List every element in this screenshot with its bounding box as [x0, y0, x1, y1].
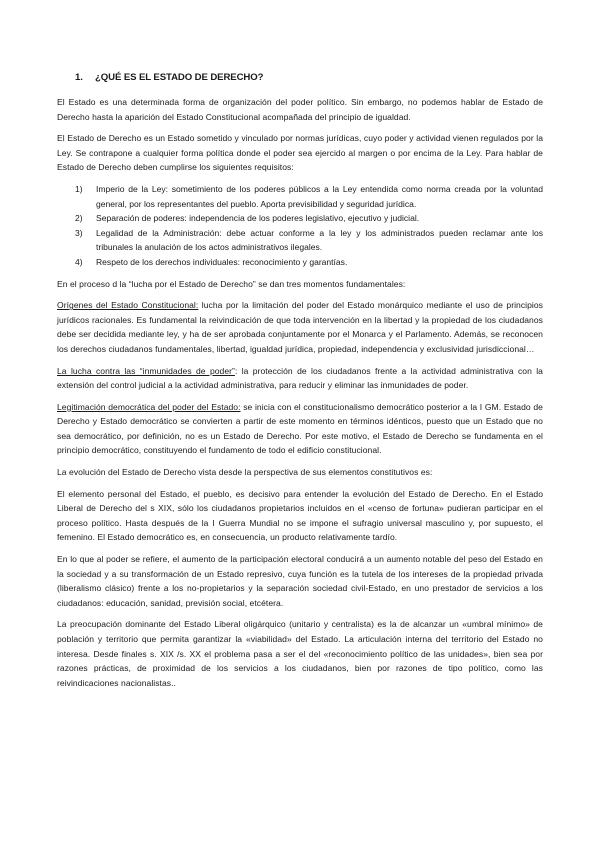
- list-item-number: 2): [75, 213, 83, 224]
- paragraph-process: En el proceso d la “lucha por el Estado de Derecho” se dan tres momentos fundamentales:: [57, 278, 406, 289]
- section-heading: [75, 72, 543, 83]
- list-item-text: Imperio de la Ley: sometimiento de los poderes públicos a la Ley entendida como norma creada por la voluntad general, por los representantes del pueblo. Aporta previsibilidad y seguridad jurídica.: [96, 183, 543, 209]
- immunities-body: : la protección de los ciudadanos frente a la actividad administrativa con la extensión del control judicial a la actividad administrativa, para reducir y eliminar las inmunidades de poder.: [57, 365, 543, 391]
- paragraph-people: El elemento personal del Estado, el pueblo, es decisivo para entender la evolución del Estado de Derecho. En el Estado Liberal de Derecho del s XIX, sólo los ciudadanos propietarios incluidos en el «censo de fortuna» pudieran participar en el proceso político. Hasta después de la I Guerra Mundial no se impone el sufragio universal masculino y, por supuesto, el femenino. El Estado democrático es, en consecuencia, un producto relativamente tardío.: [57, 488, 543, 543]
- legitimation-lead: Legitimación democrática del poder del Estado:: [57, 401, 241, 412]
- section-title: ¿QUÉ ES EL ESTADO DE DERECHO?: [95, 72, 264, 83]
- immunities-lead: La lucha contra las “inmunidades de poder”: [57, 365, 235, 376]
- paragraph-evolution: La evolución del Estado de Derecho vista desde la perspectiva de sus elementos constitutivos es:: [57, 467, 433, 478]
- paragraph-origins: [57, 298, 543, 356]
- list-item: [75, 211, 543, 226]
- section-number: 1.: [75, 72, 83, 83]
- origins-lead: Orígenes del Estado Constitucional:: [57, 300, 199, 311]
- list-item-number: 4): [75, 256, 83, 267]
- list-item: [75, 226, 543, 255]
- list-item: [75, 182, 543, 211]
- list-item-text: Respeto de los derechos individuales: reconocimiento y garantías.: [96, 256, 348, 267]
- paragraph-immunities: [57, 364, 543, 393]
- legitimation-body: se inicia con el constitucionalismo democrático posterior a la I GM. Estado de Derecho y Estado democrático se convierten a partir de este momento en términos idénticos, puesto que un Estado que no sea democrático, por definición, no es un Estado de Derecho. Por este motivo, el Estado de Derecho se fundamenta en el principio democrático, constituyendo el fundamento de todo el edificio constitucional.: [57, 401, 543, 456]
- list-item-number: 3): [75, 227, 83, 238]
- paragraph-intro: El Estado es una determinada forma de organización del poder político. Sin embargo, no podemos hablar de Estado de Derecho hasta la aparición del Estado Constitucional acompañada del principio de igualdad.: [57, 97, 543, 122]
- list-item-number: 1): [75, 183, 83, 194]
- requirements-list: [57, 182, 543, 270]
- origins-body: lucha por la limitación del poder del Estado monárquico mediante el uso de principios jurídicos racionales. Es fundamental la reivindicación de que toda intervención en la libertad y la propiedad de los ciudadanos debe ser decidida mediante ley, y ha de ser aprobada conjuntamente por el Monarca y el Parlamento. Además, se reconocen los derechos ciudadanos fundamentales, libertad, igualdad jurídica, propiedad, independencia y exclusividad jurisdiccional…: [57, 300, 543, 354]
- list-item-text: Separación de poderes: independencia de los poderes legislativo, ejecutivo y judicial.: [96, 213, 420, 224]
- paragraph-power: En lo que al poder se refiere, el aumento de la participación electoral conducirá a un aumento notable del peso del Estado en la sociedad y a su transformación de un Estado represivo, cuya función es la tutela de los intereses de la propiedad privada (liberalismo clásico) frente a los no-propietarios y la separación sociedad civil-Estado, en uno prestador de servicios a los ciudadanos: educación, sanidad, previsión social, etcétera.: [57, 554, 543, 608]
- list-item-text: Legalidad de la Administración: debe actuar conforme a la ley y los administrados pueden reclamar ante los tribunales la anulación de los actos administrativos ilegales.: [96, 227, 543, 253]
- paragraph-territory: La preocupación dominante del Estado Liberal oligárquico (unitario y centralista) es la de alcanzar un «umbral mínimo» de población y territorio que permita garantizar la «viabilidad» del Estado. La articulación interna del territorio del Estado no interesa. Desde finales s. XIX /s. XX el problema pasa a ser el del «reconocimiento político de las unidades», bien sea por razones prácticas, de proximidad de los servicios a los ciudadanos, bien por razones de tipo político, como las reivindicaciones nacionalistas..: [57, 619, 543, 688]
- paragraph-definition: El Estado de Derecho es un Estado sometido y vinculado por normas jurídicas, cuyo poder y actividad vienen regulados por la Ley. Se contrapone a cualquier forma política donde el poder sea ejercido al margen o por encima de la Ley. Para hablar de Estado de Derecho deben cumplirse los siguientes requisitos:: [57, 133, 543, 173]
- list-item: [75, 255, 543, 270]
- paragraph-legitimation: [57, 400, 543, 458]
